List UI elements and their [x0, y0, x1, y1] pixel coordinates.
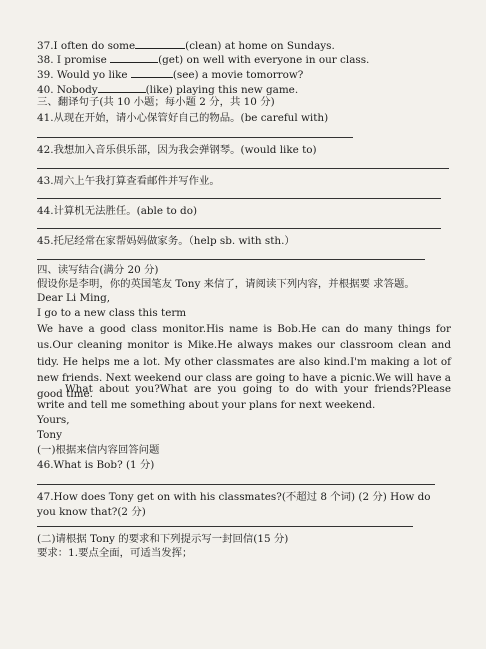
- question-40: 40. Nobody (like) playing this new game.: [37, 84, 299, 96]
- letter-paragraph-1: We have a good class monitor.His name is Bob.He can do many things for us.Our cleaning monitor is Mike.He always makes our classroom clean and tidy. He helps me a lot. My other classmates are also kind.I'm making a lot of new friends. Next weekend our class are going to have a picnic.We will have a good time.: [37, 323, 451, 401]
- answer-line-46[interactable]: [37, 484, 435, 485]
- question-39: 39. Would yo like (see) a movie tomorrow?: [37, 69, 304, 81]
- letter-line-1: I go to a new class this term: [37, 307, 187, 319]
- question-47: 47.How does Tony get on with his classmates?(不超过 8 个词) (2 分) How do you know that?(2 分): [37, 491, 431, 518]
- question-38: 38. I promise (get) on well with everyone in our class.: [37, 54, 370, 66]
- requirement-1: 要求：1.要点全面，可适当发挥；: [37, 547, 193, 559]
- section-3-title: 三、翻译句子(共 10 小题；每小题 2 分，共 10 分): [37, 96, 275, 108]
- part-2-title: (二)请根据 Tony 的要求和下列提示写一封回信(15 分): [37, 533, 289, 545]
- question-44: 44.计算机无法胜任。(able to do): [37, 205, 198, 217]
- question-41: 41.从现在开始，请小心保管好自己的物品。(be careful with): [37, 112, 329, 124]
- letter-paragraph-2: What about you?What are you going to do with your friends?Please write and tell me something about your plans for next weekend.: [37, 383, 451, 411]
- part-1-title: (一)根据来信内容回答问题: [37, 444, 160, 456]
- section-4-intro: 假设你是李明，你的英国笔友 Tony 来信了，请阅读下列内容，并根据要 求答题。: [37, 278, 415, 290]
- blank-39[interactable]: [131, 67, 173, 78]
- question-46: 46.What is Bob? (1 分): [37, 459, 155, 471]
- blank-37[interactable]: [135, 38, 185, 49]
- letter-greeting: Dear Li Ming,: [37, 292, 111, 304]
- answer-line-47[interactable]: [37, 526, 413, 527]
- section-4-title: 四、读写结合(满分 20 分): [37, 264, 159, 276]
- letter-signature: Tony: [37, 429, 62, 441]
- blank-40[interactable]: [98, 82, 146, 93]
- question-42: 42.我想加入音乐俱乐部，因为我会弹钢琴。(would like to): [37, 144, 317, 156]
- letter-closing: Yours,: [37, 414, 70, 426]
- answer-line-44[interactable]: [37, 228, 441, 229]
- answer-line-43[interactable]: [37, 198, 441, 199]
- answer-line-45[interactable]: [37, 259, 425, 260]
- question-37: 37.I often do some (clean) at home on Sundays.: [37, 40, 335, 52]
- blank-38[interactable]: [110, 52, 158, 63]
- question-43: 43.周六上午我打算查看邮件并写作业。: [37, 175, 220, 187]
- question-45: 45.托尼经常在家帮妈妈做家务。（help sb. with sth.）: [37, 235, 295, 247]
- answer-line-42[interactable]: [37, 168, 449, 169]
- answer-line-41[interactable]: [37, 137, 353, 138]
